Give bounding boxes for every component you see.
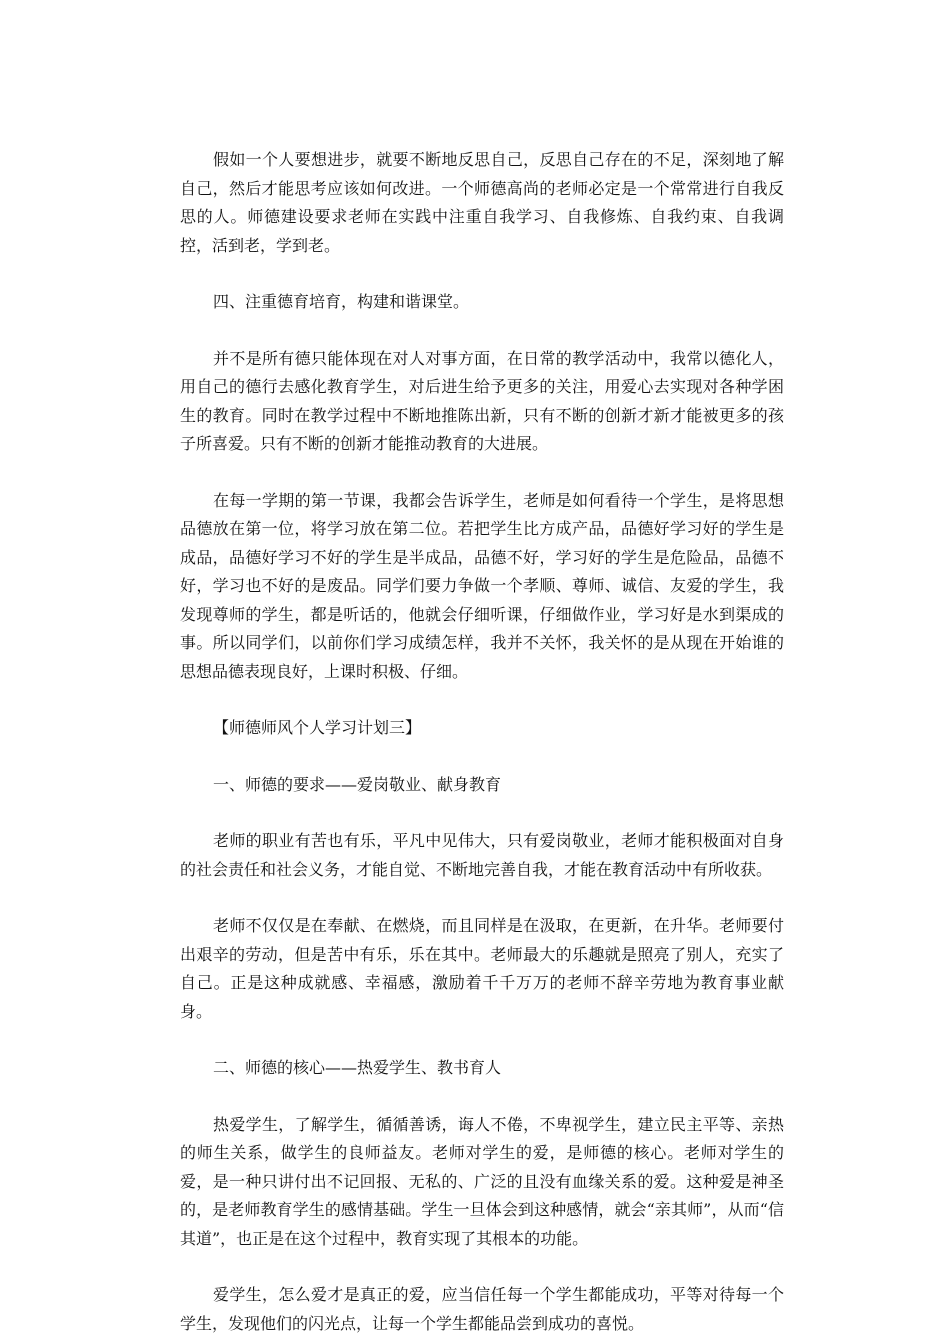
paragraph-dedication: 老师不仅仅是在奉献、在燃烧，而且同样是在汲取，在更新，在升华。老师要付出艰辛的劳动，但是苦中有乐，乐在其中。老师最大的乐趣就是照亮了别人，充实了自己。正是这种成就感、幸福感，激励着千千万万的老师不辞辛劳地为教育事业献身。 <box>180 916 784 1021</box>
section-heading-four: 四、注重德育培育，构建和谐课堂。 <box>213 292 470 311</box>
paragraph-self-reflection: 假如一个人要想进步，就要不断地反思自己，反思自己存在的不足，深刻地了解自己，然后才能思考应该如何改进。一个师德高尚的老师必定是一个常常进行自我反思的人。师德建设要求老师在实践中注重自我学习、自我修炼、自我约束、自我调控，活到老，学到老。 <box>180 150 784 255</box>
paragraph-love-students: 热爱学生，了解学生，循循善诱，诲人不倦，不卑视学生，建立民主平等、亲热的师生关系，做学生的良师益友。老师对学生的爱，是师德的核心。老师对学生的爱，是一种只讲付出不记回报、无私的、广泛的且没有血缘关系的爱。这种爱是神圣的，是老师教育学生的感情基础。学生一旦体会到这种感情，就会“亲其师”，从而“信其道”，也正是在这个过程中，教育实现了其根本的功能。 <box>180 1114 784 1248</box>
paragraph-career-joy: 老师的职业有苦也有乐，平凡中见伟大，只有爱岗敬业，老师才能积极面对自身的社会责任和社会义务，才能自觉、不断地完善自我，才能在教育活动中有所收获。 <box>180 831 784 879</box>
section-heading-two: 二、师德的核心——热爱学生、教书育人 <box>213 1058 502 1077</box>
plan-title-three: 【师德师风个人学习计划三】 <box>213 718 422 737</box>
paragraph-first-lesson: 在每一学期的第一节课，我都会告诉学生，老师是如何看待一个学生，是将思想品德放在第一位，将学习放在第二位。若把学生比方成产品，品德好学习好的学生是成品，品德好学习不好的学生是半成品，品德不好，学习好的学生是危险品，品德不好，学习也不好的是废品。同学们要力争做一个孝顺、尊师、诚信、友爱的学生，我发现尊师的学生，都是听话的，他就会仔细听课，仔细做作业，学习好是水到渠成的事。所以同学们，以前你们学习成绩怎样，我并不关怀，我关怀的是从现在开始谁的思想品德表现良好，上课时积极、仔细。 <box>180 490 784 681</box>
section-heading-one: 一、师德的要求——爱岗敬业、献身教育 <box>213 774 502 794</box>
paragraph-true-love: 爱学生，怎么爱才是真正的爱，应当信任每一个学生都能成功，平等对待每一个学生，发现他们的闪光点，让每一个学生都能品尝到成功的喜悦。 <box>180 1285 784 1333</box>
paragraph-moral-teaching: 并不是所有德只能体现在对人对事方面，在日常的教学活动中，我常以德化人，用自己的德行去感化教育学生，对后进生给予更多的关注，用爱心去实现对各种学困生的教育。同时在教学过程中不断地推陈出新，只有不断的创新才新才能被更多的孩子所喜爱。只有不断的创新才能推动教育的大进展。 <box>180 348 784 453</box>
